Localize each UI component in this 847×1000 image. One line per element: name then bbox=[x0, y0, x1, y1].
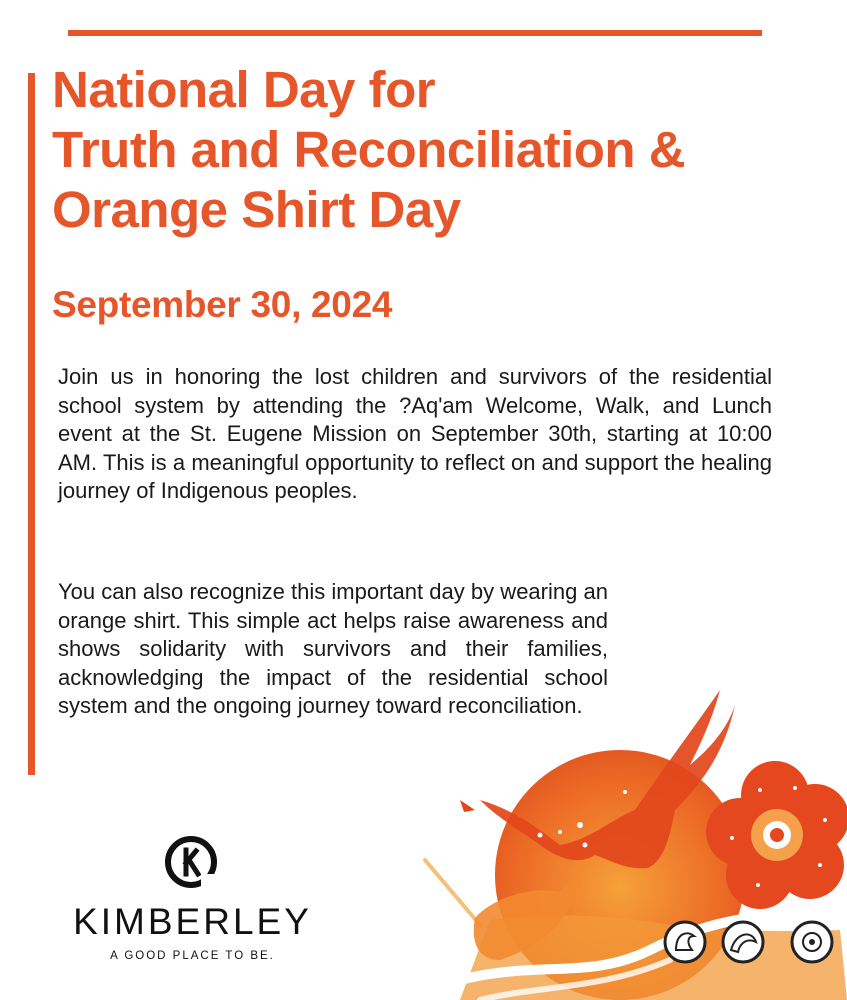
event-description-paragraph: Join us in honoring the lost children and survivors of the residential school system by attending the ?Aq'am Welcome, Walk, and Lunch event at the St. Eugene Mission on September 30th, starting at 10:00 AM. This is a meaningful opportunity to reflect on and support the healing journey of Indigenous peoples. bbox=[58, 364, 772, 503]
logo-wordmark: KIMBERLEY bbox=[73, 901, 312, 942]
title-line-3: Orange Shirt Day bbox=[52, 181, 461, 238]
top-accent-rule bbox=[68, 30, 762, 36]
bird-badge-icon bbox=[665, 922, 705, 962]
side-accent-rule bbox=[28, 73, 35, 775]
orange-shirt-paragraph: You can also recognize this important day by wearing an orange shirt. This simple act helps raise awareness and shows solidarity with survivors and their families, acknowledging the impact of the residential school system and the ongoing journey toward reconciliation. bbox=[58, 579, 608, 718]
reconciliation-artwork bbox=[420, 660, 847, 1000]
logo-tagline: A GOOD PLACE TO BE. bbox=[110, 950, 275, 962]
k-circle-icon bbox=[163, 834, 219, 890]
title-line-1: National Day for bbox=[52, 61, 436, 118]
flower-badge-icon bbox=[792, 922, 832, 962]
dolphin-badge-icon bbox=[723, 922, 763, 962]
event-date: September 30, 2024 bbox=[52, 284, 393, 325]
page-title bbox=[52, 60, 832, 240]
title-line-2: Truth and Reconciliation & bbox=[52, 121, 686, 178]
